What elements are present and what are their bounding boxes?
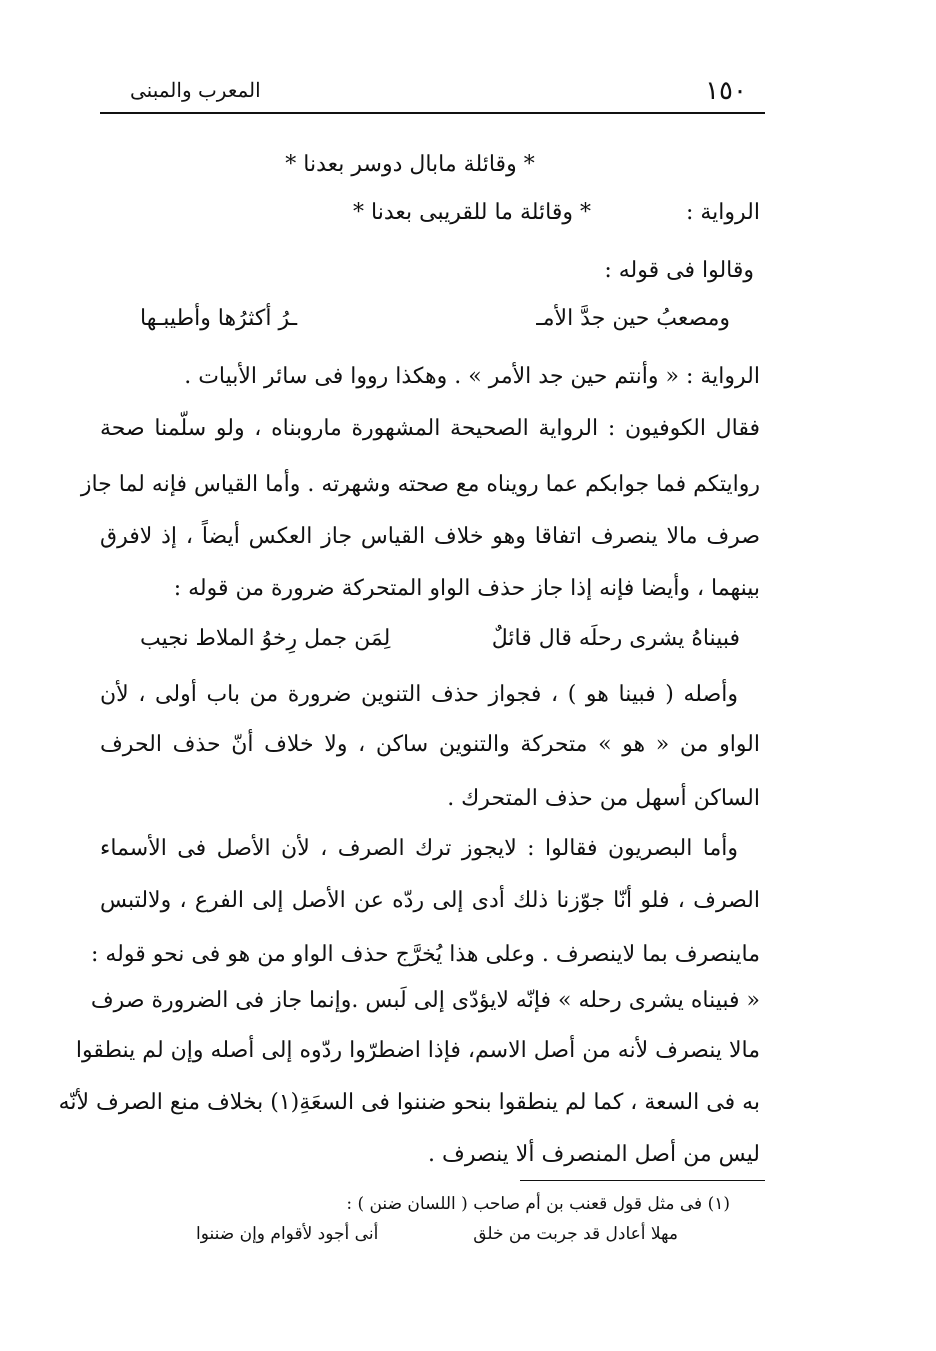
- header-rule: [100, 112, 765, 114]
- verse-hemistich-right: ومصعبُ حين جدَّ الأمـ: [536, 306, 730, 331]
- verse-line: [140, 304, 730, 334]
- paragraph-line: ماينصرف بما لاينصرف . وعلى هذا يُخرَّج حذف الواو من هو فى نحو قوله :: [90, 942, 760, 967]
- page-header: [100, 70, 765, 114]
- paragraph-line: الواو من « هو » متحركة والتنوين ساكن ، ولا خلاف أنّ حذف الحرف: [100, 732, 760, 757]
- paragraph-line: ليس من أصل المنصرف ألا ينصرف .: [428, 1142, 760, 1167]
- riwaya-quote: * وقائلة ما للقريبى بعدنا *: [353, 200, 591, 225]
- paragraph-line: « فبيناه يشرى رحله » فإنّه لايؤدّى إلى لَبس .وإنما جاز فى الضرورة صرف: [90, 988, 760, 1013]
- paragraph-line: بينهما ، وأيضا فإنه إذا جاز حذف الواو المتحركة ضرورة من قوله :: [173, 576, 760, 601]
- paragraph-line: مالا ينصرف لأنه من أصل الاسم، فإذا اضطرّوا ردّوه إلى أصله وإن لم ينطقوا: [75, 1038, 760, 1063]
- text-line: الرواية : « وأنتم حين جد الأمر » . وهكذا رووا فى سائر الأبيات .: [184, 364, 760, 389]
- quote-line: * وقائلة مابال دوسر بعدنا *: [285, 152, 535, 177]
- paragraph-line: الساكن أسهل من حذف المتحرك .: [447, 786, 760, 811]
- page-number: ١٥٠: [705, 76, 747, 106]
- text-line: وقالوا فى قوله :: [604, 258, 754, 283]
- footnote-verse-right: مهلا أعادل قد جربت من خلق: [473, 1224, 678, 1244]
- paragraph-line: فقال الكوفيون : الرواية الصحيحة المشهورة ماروبناه ، ولو سلّمنا صحة: [100, 416, 760, 441]
- paragraph-line: روايتكم فما جوابكم عما رويناه مع صحته وشهرته . وأما القياس فإنه لما جاز: [80, 472, 760, 497]
- paragraph-line: صرف مالا ينصرف اتفاقا وهو خلاف القياس جاز العكس أيضاً ، إذ لافرق: [100, 524, 760, 549]
- footnote-text: (١) فى مثل قول قعنب بن أم صاحب ( اللسان ضنن ) :: [346, 1194, 730, 1214]
- riwaya-label: الرواية :: [685, 200, 760, 225]
- footnote-rule: [520, 1180, 765, 1181]
- verse-hemistich-left: ـرُ أكثرُها وأطيبـها: [140, 306, 298, 331]
- verse-hemistich-right: فبيناهُ يشرى رحلَه قال قائلٌ: [491, 626, 740, 651]
- paragraph-line: الصرف ، فلو أنّا جوّزنا ذلك أدى إلى ردّه عن الأصل إلى الفرع ، ولالتبس: [100, 888, 760, 913]
- verse-line: [140, 624, 740, 654]
- paragraph-line: وأصله ( فبينا هو ) ، فجواز حذف التنوين ضرورة من باب أولى ، لأن: [100, 682, 738, 707]
- verse-hemistich-left: لِمَن جمل رِخوُ الملاط نجيب: [140, 626, 391, 651]
- footnote-verse-left: أنى أجود لأقوام وإن ضننوا: [196, 1224, 379, 1244]
- paragraph-line: وأما البصريون فقالوا : لايجوز ترك الصرف ، لأن الأصل فى الأسماء: [100, 836, 738, 861]
- paragraph-line: به فى السعة ، كما لم ينطقوا بنحو ضننوا فى السعَةِ(١) بخلاف منع الصرف لأنّه: [58, 1090, 760, 1115]
- running-title: المعرب والمبنى: [130, 78, 261, 102]
